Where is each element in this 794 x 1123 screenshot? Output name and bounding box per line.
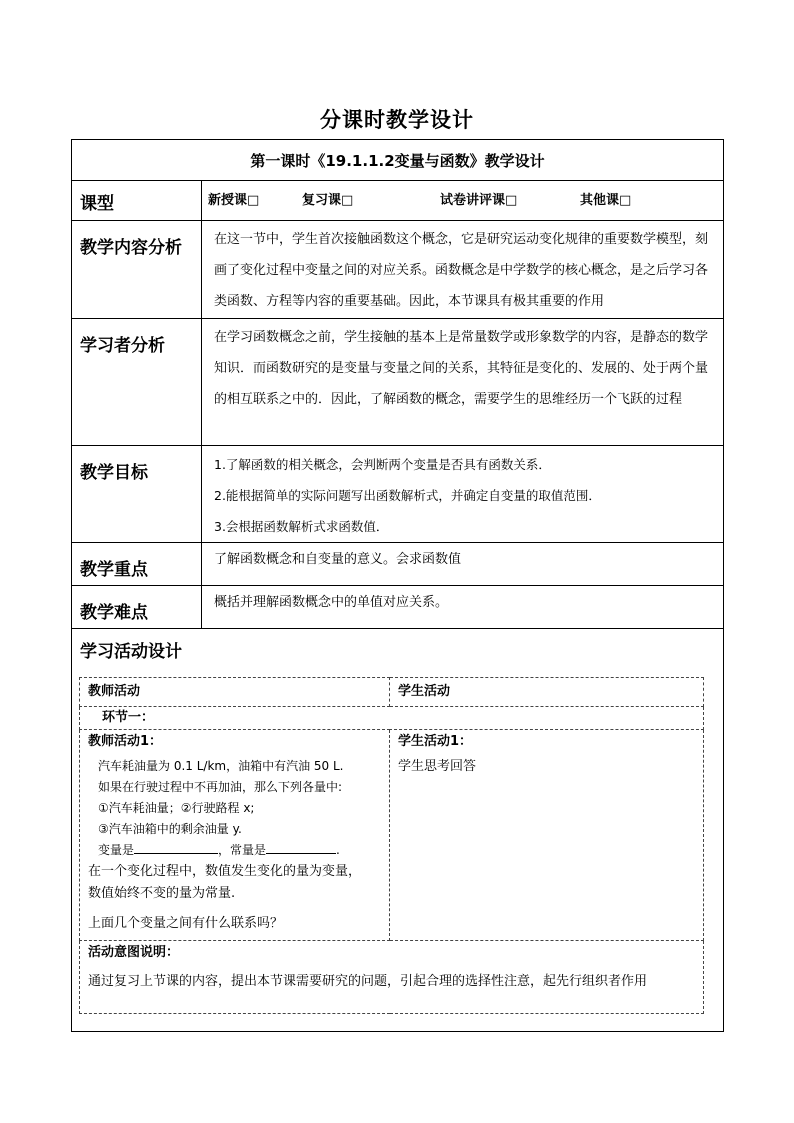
question-text: 上面几个变量之间有什么联系吗？ — [88, 916, 284, 931]
problem-line: 如果在行驶过程中不再加油，那么下列各量中: — [98, 780, 343, 794]
explanation-line: 在一个变化过程中，数值发生变化的量为变量， — [88, 864, 362, 879]
intent-cell — [80, 941, 704, 1014]
goal-item: 2.能根据简单的实际问题写出函数解析式，并确定自变量的取值范围． — [214, 488, 601, 503]
page-title: 分课时教学设计 — [320, 108, 474, 132]
lesson-design-table — [71, 139, 724, 1032]
type-option-other[interactable]: 其他课□ — [580, 193, 632, 208]
problem-line: ③汽车油箱中的剩余油量 y. — [98, 822, 242, 836]
blank-mid: ，常量是 — [218, 843, 267, 857]
variable-answer-blank[interactable] — [134, 841, 218, 854]
type-option-review[interactable]: 复习课□ — [302, 193, 354, 208]
student-activity-text: 学生思考回答 — [398, 759, 477, 774]
difficulty-text: 概括并理解函数概念中的单值对应关系。 — [202, 586, 724, 629]
blank-prefix: 变量是 — [98, 843, 135, 857]
activity-section — [72, 629, 724, 1032]
activity-table — [79, 677, 704, 1014]
key-points-label: 教学重点 — [72, 543, 202, 586]
content-analysis-text: 在这一节中，学生首次接触函数这个概念，它是研究运动变化规律的重要数学模型，刻画了变化过程中变量之间的对应关系。函数概念是中学数学的核心概念，是之后学习各类函数、方程等内容的重要基础。因此，本节课具有极其重要的作用 — [202, 221, 724, 319]
goal-item: 1.了解函数的相关概念，会判断两个变量是否具有函数关系． — [214, 457, 551, 472]
student-activity-title: 学生活动1： — [398, 734, 473, 749]
learner-analysis-label: 学习者分析 — [72, 319, 202, 446]
content-analysis-label: 教学内容分析 — [72, 221, 202, 319]
student-activity-cell — [390, 730, 704, 941]
course-type-label: 课型 — [72, 181, 202, 221]
course-type-options — [202, 181, 724, 221]
fill-blank-line — [98, 840, 389, 861]
lesson-title: 第一课时《19.1.1.2变量与函数》教学设计 — [72, 140, 724, 181]
difficulty-label: 教学难点 — [72, 586, 202, 629]
type-option-exam[interactable]: 试卷讲评课□ — [440, 193, 518, 208]
learner-analysis-text: 在学习函数概念之前，学生接触的基本上是常量数学或形象数学的内容，是静态的数学知识．而函数研究的是变量与变量之间的关系，其特征是变化的、发展的、处于两个量的相互联系之中的．因此，了解函数的概念，需要学生的思维经历一个飞跃的过程 — [202, 319, 724, 446]
teacher-activity-lines — [88, 756, 389, 861]
teaching-goals-label: 教学目标 — [72, 446, 202, 543]
intent-text: 通过复习上节课的内容，提出本节课需要研究的问题，引起合理的选择性注意，起先行组织者作用 — [88, 974, 648, 989]
goal-item: 3.会根据函数解析式求函数值． — [214, 519, 389, 534]
student-activity-header: 学生活动 — [390, 678, 704, 707]
type-option-new[interactable]: 新授课□ — [208, 193, 260, 208]
blank-end: . — [336, 843, 340, 857]
explanation — [88, 861, 389, 905]
problem-line: 汽车耗油量为 0.1 L/km，油箱中有汽油 50 L. — [98, 759, 344, 773]
teacher-activity-header: 教师活动 — [80, 678, 390, 707]
intent-title: 活动意图说明： — [88, 945, 180, 960]
constant-answer-blank[interactable] — [266, 841, 336, 854]
teaching-goals — [202, 446, 724, 543]
stage-label: 环节一： — [80, 707, 704, 730]
teacher-activity-cell — [80, 730, 390, 941]
activity-section-title: 学习活动设计 — [80, 642, 182, 662]
problem-line: ①汽车耗油量；②行驶路程 x; — [98, 801, 255, 815]
explanation-line: 数值始终不变的量为常量. — [88, 886, 236, 901]
teacher-activity-title: 教师活动1： — [88, 734, 163, 749]
key-points-text: 了解函数概念和自变量的意义。会求函数值 — [202, 543, 724, 586]
